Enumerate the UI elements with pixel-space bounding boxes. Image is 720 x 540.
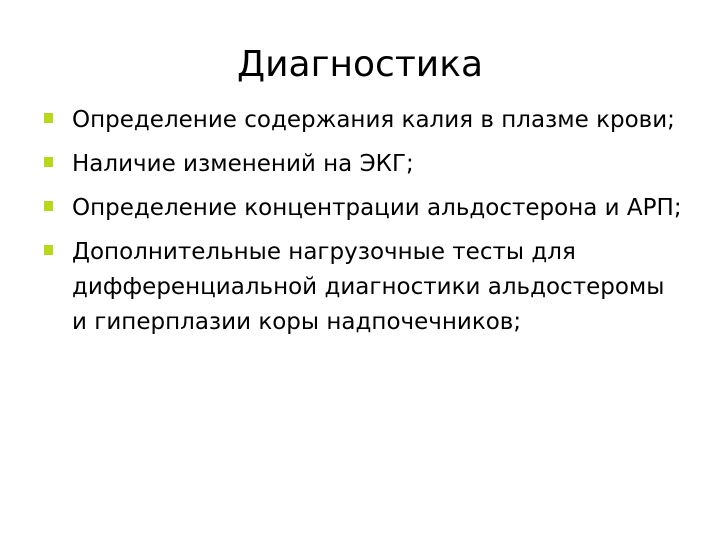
bullet-text: Наличие изменений на ЭКГ;	[72, 151, 414, 177]
bullet-text: Определение концентрации альдостерона и АРП;	[72, 195, 682, 221]
square-bullet-icon	[44, 201, 53, 211]
square-bullet-icon	[44, 245, 53, 255]
list-item	[44, 235, 684, 340]
slide-title: Диагностика	[236, 44, 484, 85]
bullet-list	[44, 103, 684, 349]
square-bullet-icon	[44, 113, 53, 123]
square-bullet-icon	[44, 157, 53, 167]
list-item	[44, 147, 684, 182]
bullet-text: Дополнительные нагрузочные тесты для дифференциальной диагностики альдостеромы и гиперплазии коры надпочечников;	[72, 239, 665, 335]
bullet-text: Определение содержания калия в плазме крови;	[72, 107, 675, 133]
list-item	[44, 103, 684, 138]
list-item	[44, 191, 684, 226]
